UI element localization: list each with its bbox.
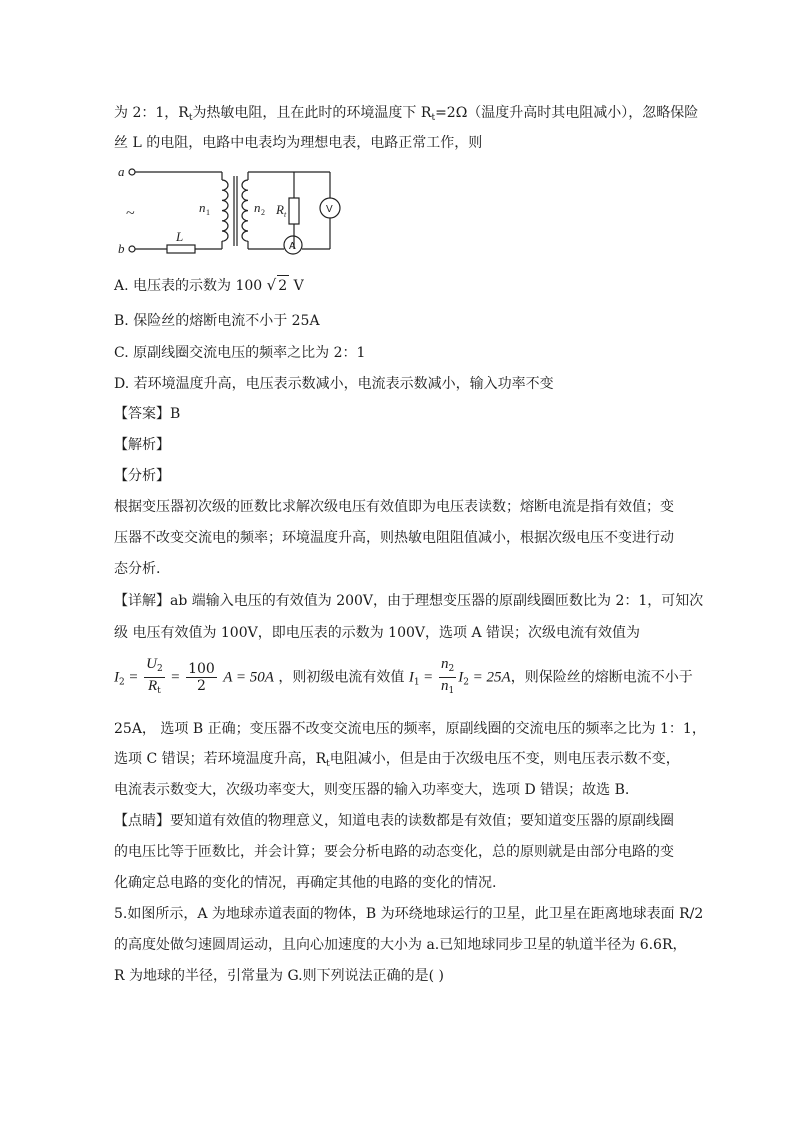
detail-line: 25A， 选项 B 正确；变压器不改变交流电压的频率，原副线圈的交流电压的频率之比为 1：1， [114, 721, 706, 737]
eq-I1: I [408, 669, 414, 686]
fenxi-heading: 【分析】 [114, 468, 170, 484]
intro-line-2: 丝 L 的电阻，电路中电表均为理想电表，电路正常工作，则 [114, 135, 483, 151]
subscript: 2 [463, 677, 469, 688]
label-a: a [118, 164, 125, 179]
label-Rt-sub: t [284, 210, 287, 219]
dianjing-line: 【点睛】要知道有效值的物理意义，知道电表的读数都是有效值；要知道变压器的原副线圈 [114, 813, 674, 829]
terminal-b [129, 246, 135, 252]
detail-line: 选项 C 错误；若环境温度升高，$R_t$电阻减小，但是由于次级电压不变，则电压表示数不变， [114, 751, 680, 769]
option-B: B. 保险丝的熔断电流不小于 25A [114, 313, 320, 329]
dianjing-line: 的电压比等于匝数比，并会计算；要会分析电路的动态变化，总的原则就是由部分电路的变 [114, 844, 674, 860]
transformer-circuit-diagram [112, 162, 352, 262]
fraction-n2-n1: $\frac{n_2}{n_1}$ [440, 656, 455, 696]
equation-line: $I_2$ = $\frac{U_2}{R_t}$ = $\frac{100}{2}$ A = 50A ，则初级电流有效值 $I_1$ = $\frac{n_2}{n_1}$ $I_2 = 25A$，则保险丝的熔断电流不小于 [114, 656, 693, 701]
sqrt-value: 2 [277, 275, 289, 296]
intro-text: 为热敏电阻，且在此时的环境温度下 R [192, 105, 432, 121]
detail-line: 级 电压有效值为 100V，即电压表的示数为 100V，选项 A 错误；次级电流有效值为 [114, 625, 641, 641]
question-5-line: R 为地球的半径，引常量为 G.则下列说法正确的是( ) [114, 968, 444, 984]
eq-I: I [114, 669, 119, 686]
jiexi-heading: 【解析】 [114, 437, 170, 453]
option-A [114, 275, 304, 296]
subscript: 2 [119, 677, 125, 688]
intro-line-1 [114, 103, 698, 128]
question-5-line: 的高度处做匀速圆周运动，且向心加速度的大小为 a.已知地球同步卫星的轨道半径为 6.6R， [114, 937, 687, 953]
subscript: 1 [413, 677, 420, 688]
sqrt-sign: √ [266, 276, 277, 294]
label-n2-sub: 2 [261, 208, 265, 217]
subscript: t [188, 113, 193, 123]
option-A-text: A. 电压表的示数为 100 [114, 278, 263, 294]
analysis-line: 根据变压器初次级的匝数比求解次级电压有效值即为电压表读数；熔断电流是指有效值；变 [114, 499, 674, 515]
label-n1: n [199, 200, 206, 215]
detail-line: 【详解】ab 端输入电压的有效值为 200V，由于理想变压器的原副线圈匝数比为 2：1，可知次 [114, 593, 704, 609]
analysis-line: 态分析. [114, 561, 161, 577]
label-n2: n [254, 200, 261, 215]
fraction-U2-Rt: $\frac{U_2}{R_t}$ [146, 656, 163, 696]
primary-coil [222, 180, 228, 241]
eq-result: = 25A [468, 669, 511, 686]
answer-label: 【答案】B [114, 406, 181, 422]
fuse-symbol [167, 245, 195, 253]
thermistor-symbol [289, 198, 299, 224]
label-L: L [176, 229, 184, 244]
subscript: t [431, 113, 436, 123]
option-D: D. 若环境温度升高，电压表示数减小，电流表示数减小，输入功率不变 [114, 376, 554, 392]
detail-text: ，则保险丝的熔断电流不小于 [510, 669, 693, 686]
option-C: C. 原副线圈交流电压的频率之比为 2：1 [114, 345, 366, 361]
label-n1-sub: 1 [206, 208, 210, 217]
eq-result: A = 50A [223, 669, 274, 686]
analysis-line: 压器不改变交流电的频率；环境温度升高，则热敏电阻阻值减小，根据次级电压不变进行动 [114, 530, 674, 546]
option-A-unit: V [289, 278, 304, 294]
terminal-a [129, 169, 135, 175]
label-b: b [118, 241, 125, 256]
intro-text: =2Ω（温度升高时其电阻减小），忽略保险 [435, 105, 699, 121]
question-5-line: 5.如图所示，A 为地球赤道表面的物体，B 为环绕地球运行的卫星，此卫星在距离地球表面 R/2 [114, 906, 704, 922]
fraction-100-2: $\frac{100}{2}$ [188, 661, 215, 694]
ac-source-symbol: ~ [126, 205, 135, 222]
eq-I2: I [458, 669, 464, 686]
secondary-coil [242, 180, 248, 241]
detail-line: 电流表示数变大，次级功率变大，则变压器的输入功率变大，选项 D 错误；故选 B. [114, 782, 630, 798]
intro-text: 为 2：1，R [114, 105, 189, 121]
ammeter-label: A [289, 241, 296, 252]
dianjing-line: 化确定总电路的变化的情况，再确定其他的电路的变化的情况. [114, 875, 497, 891]
detail-text: ，则初级电流有效值 [278, 669, 405, 686]
label-Rt: R [276, 202, 284, 217]
voltmeter-label: V [326, 204, 333, 215]
